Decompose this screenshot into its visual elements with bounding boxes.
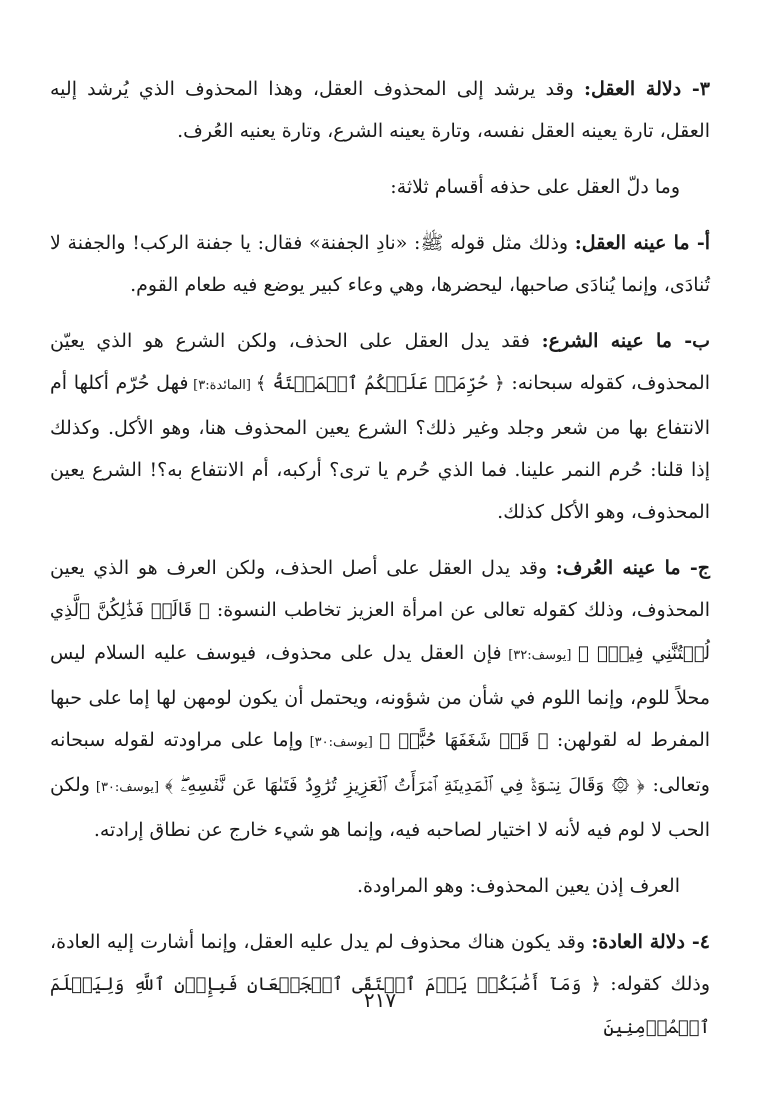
heading-by-sharia: ب- ما عينه الشرع: [541, 330, 710, 352]
verse-reference: [يوسف:٣٠] [303, 735, 380, 750]
quran-verse: ﴿ قَالَتۡ فَذَٰلِكُنَّ ٱلَّذِي لُمۡتُنَّنِي فِيهِۖ ﴾ [50, 600, 710, 664]
quran-verse: ﴿ حُرِّمَتۡ عَلَيۡكُمُ ٱلۡمَيۡتَةُ ﴾ [255, 373, 505, 394]
verse-reference: [المائدة:٣] [188, 378, 256, 393]
quran-verse: ﴿ وَمَآ أَصَٰبَكُمۡ يَوۡمَ ٱلۡتَقَى ٱلۡجَمۡعَانِ فَبِإِذۡنِ ٱللَّهِ وَلِيَعۡلَمَ ٱلۡمُؤۡمِنِينَ [50, 974, 710, 1038]
paragraph-text: وذلك مثل قوله ﷺ: «نادِ الجفنة» فقال: يا جفنة الركب! والجفنة لا تُنادَى، وإنما يُنادَى صاحبها، ليحضرها، وهي وعاء كبير يوضع فيه طعام القوم. [50, 232, 710, 296]
heading-reason: ٣- دلالة العقل: [583, 78, 710, 100]
heading-by-custom: ج- ما عينه العُرف: [555, 557, 710, 579]
quran-verse: ﴿ ۞ وَقَالَ نِسۡوَةٞ فِي ٱلۡمَدِينَةِ ٱمۡرَأَتُ ٱلۡعَزِيزِ تُرَٰوِدُ فَتَىٰهَا عَن نَّفۡسِهِۦۖ ﴾ [164, 775, 645, 796]
paragraph-custom-conclusion [50, 865, 710, 907]
paragraph-text: ولكن الحب لا لوم فيه لأنه لا اختيار لصاحبه فيه، وإنما هو شيء خارج عن نطاق إرادته. [50, 774, 710, 841]
verse-reference: [يوسف:٣٢] [501, 648, 578, 663]
verse-reference: [يوسف:٣٠] [89, 780, 165, 795]
heading-by-habit: ٤- دلالة العادة: [591, 931, 711, 953]
paragraph-text: وإما على مراودته لقوله سبحانه وتعالى: [50, 729, 710, 796]
paragraph-text: وما دلّ العقل على حذفه أقسام ثلاثة: [390, 176, 680, 198]
paragraph-by-custom [50, 547, 710, 851]
paragraph-text: العرف إذن يعين المحذوف: وهو المراودة. [357, 875, 680, 897]
paragraph-text: فقد يدل العقل على الحذف، ولكن الشرع هو الذي يعيّن المحذوف، كقوله سبحانه: [50, 330, 710, 394]
quran-verse: ﴿ قَدۡ شَغَفَهَا حُبًّاۖ ﴾ [379, 730, 549, 751]
paragraph-text: وقد يكون هناك محذوف لم يدل عليه العقل، وإنما أشارت إليه العادة، وذلك كقوله: [50, 931, 710, 995]
page-number: ٢١٧ [363, 988, 397, 1012]
paragraph-divisions [50, 166, 710, 208]
paragraph-text: وقد يدل العقل على أصل الحذف، ولكن العرف هو الذي يعين المحذوف، وذلك كقوله تعالى عن امرأة العزيز تخاطب النسوة: [50, 557, 710, 621]
paragraph-reason [50, 68, 710, 152]
paragraph-text: فإن العقل يدل على محذوف، فيوسف عليه السلام ليس محلاً للوم، وإنما اللوم في شأن من شؤونه، ويحتمل أن يكون لومهن لها إما على حبها المفرط له لقولهن: [50, 642, 711, 751]
paragraph-by-reason [50, 222, 710, 306]
paragraph-text: وقد يرشد إلى المحذوف العقل، وهذا المحذوف الذي يُرشد إليه العقل، تارة يعينه العقل نفسه، وتارة يعينه الشرع، وتارة يعنيه العُرف. [50, 78, 710, 142]
paragraph-by-habit [50, 921, 710, 1049]
paragraph-by-sharia [50, 320, 710, 533]
heading-by-reason: أ- ما عينه العقل: [574, 232, 710, 254]
paragraph-text: فهل حُرّم أكلها أم الانتفاع بها من شعر وجلد وغير ذلك؟ الشرع يعين المحذوف هنا، وهو الأكل. وكذلك إذا قلنا: حُرم النمر علينا. فما الذي حُرم يا ترى؟ أركبه، أم الانتفاع به؟! الشرع يعين المحذوف، وهو الأكل كذلك. [50, 372, 710, 523]
